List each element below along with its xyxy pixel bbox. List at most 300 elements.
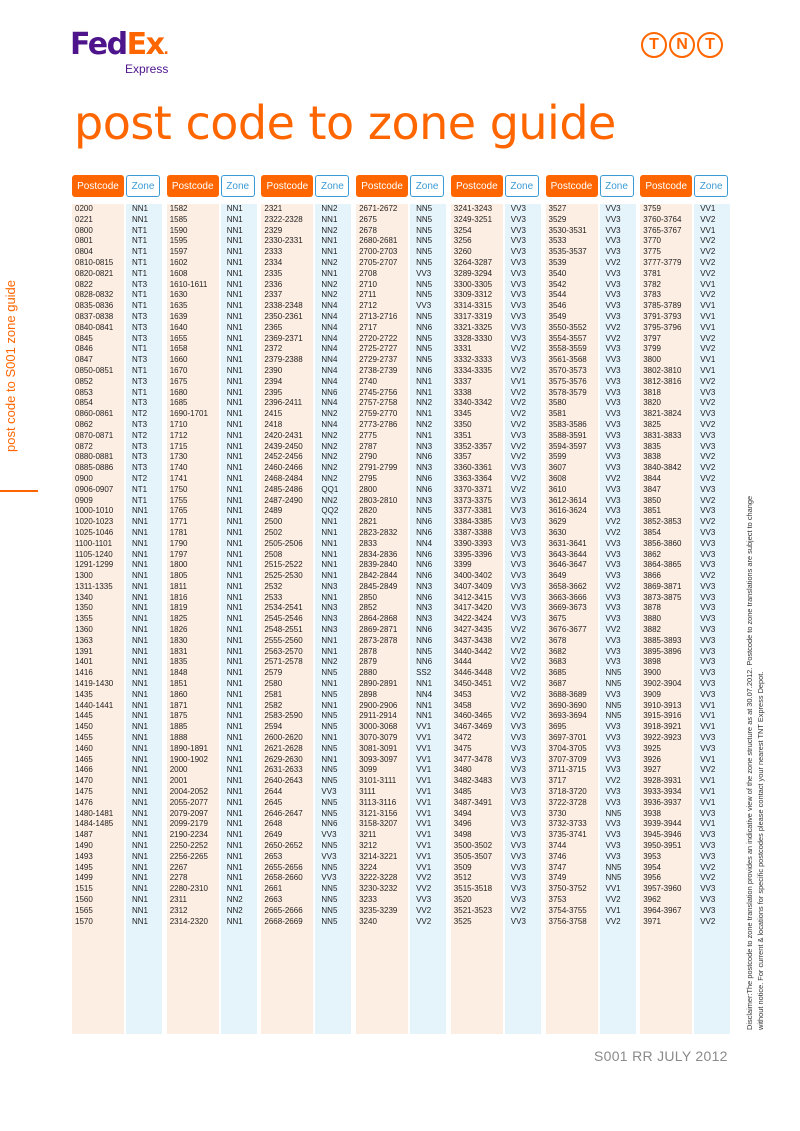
zone-cell: NN1 [226, 257, 243, 267]
table-row [72, 312, 164, 323]
postcode-cell: 2795 [359, 473, 377, 483]
postcode-cell: 3682 [548, 646, 567, 656]
postcode-cell: 2878 [359, 646, 377, 656]
zone-cell: NN4 [321, 344, 338, 354]
postcode-cell: 2487-2490 [264, 495, 303, 505]
postcode-cell: 3675 [548, 614, 567, 624]
table-row [640, 442, 732, 453]
postcode-cell: 3256 [453, 236, 472, 246]
postcode-cell: 3831-3833 [643, 430, 682, 440]
zone-cell: NT3 [132, 279, 148, 289]
postcode-cell: 3558-3559 [548, 344, 587, 354]
postcode-cell: 1900-1902 [169, 754, 208, 764]
zone-cell: VV3 [510, 873, 526, 883]
postcode-cell: 3695 [548, 722, 567, 732]
postcode-cell: 3427-3435 [453, 625, 493, 635]
postcode-cell: 2775 [359, 430, 377, 440]
postcode-cell: 1800 [169, 560, 188, 570]
postcode-cell: 2705-2707 [359, 257, 398, 267]
table-row [640, 841, 732, 852]
table-row [356, 906, 448, 917]
table-row [451, 701, 543, 712]
table-row [261, 636, 353, 647]
postcode-cell: 3211 [359, 830, 377, 840]
table-row [261, 776, 353, 787]
postcode-cell: 2337 [264, 290, 283, 300]
zone-cell: NN3 [321, 603, 338, 613]
postcode-cell: 3631-3641 [548, 538, 587, 548]
zone-cell: NT1 [132, 247, 148, 257]
table-row [261, 895, 353, 906]
table-row [640, 517, 732, 528]
zone-cell: VV3 [700, 830, 716, 840]
postcode-cell: 3588-3591 [548, 430, 587, 440]
zone-cell: NT1 [132, 344, 148, 354]
postcode-cell: 2658-2660 [264, 873, 303, 883]
postcode-cell: 3460-3465 [453, 711, 493, 721]
postcode-cell: 2740 [359, 376, 377, 386]
postcode-cell: 3895-3896 [643, 646, 682, 656]
table-row [261, 355, 353, 366]
zone-cell: NN1 [321, 268, 338, 278]
table-row [356, 496, 448, 507]
postcode-cell: 3956 [643, 873, 661, 883]
zone-cell: VV2 [510, 668, 526, 678]
table-row [546, 873, 638, 884]
table-row [451, 258, 543, 269]
zone-cell: NT2 [132, 409, 148, 419]
table-row [261, 420, 353, 431]
zone-cell: NN1 [226, 506, 243, 516]
zone-cell: NN1 [416, 409, 433, 419]
zone-cell: VV3 [605, 765, 621, 775]
table-row [261, 744, 353, 755]
table-row [640, 485, 732, 496]
postcode-cell: 3754-3755 [548, 905, 587, 915]
zone-cell: NN1 [226, 625, 243, 635]
table-row [167, 744, 259, 755]
zone-cell: NN1 [226, 247, 243, 257]
zone-cell: NT1 [132, 268, 148, 278]
zone-cell: NN1 [226, 830, 243, 840]
postcode-cell: 1640 [169, 322, 188, 332]
table-row [72, 258, 164, 269]
zone-cell: NN1 [226, 733, 243, 743]
table-row [261, 679, 353, 690]
table-row [261, 247, 353, 258]
zone-cell: VV1 [700, 301, 716, 311]
zone-cell: VV3 [510, 851, 526, 861]
zone-cell: NN4 [321, 398, 338, 408]
postcode-cell: 3351 [453, 430, 472, 440]
zone-cell: NN3 [416, 495, 433, 505]
postcode-cell: 3880 [643, 614, 661, 624]
zone-cell: VV3 [510, 797, 526, 807]
postcode-cell: 3450-3451 [453, 679, 493, 689]
table-row [546, 701, 638, 712]
zone-cell: VV3 [510, 290, 526, 300]
postcode-cell: 2394 [264, 376, 283, 386]
postcode-cell: 3610 [548, 484, 567, 494]
postcode-cell: 3350 [453, 419, 472, 429]
postcode-cell: 3735-3741 [548, 830, 587, 840]
zone-cell: NN5 [321, 808, 338, 818]
zone-cell: VV3 [510, 301, 526, 311]
table-row [356, 722, 448, 733]
table-row [451, 485, 543, 496]
postcode-cell: 2759-2770 [359, 409, 398, 419]
table-row [261, 733, 353, 744]
postcode-cell: 3260 [453, 247, 472, 257]
postcode-cell: 1391 [75, 646, 93, 656]
table-row [640, 571, 732, 582]
table-row [640, 215, 732, 226]
postcode-cell: 3583-3586 [548, 419, 587, 429]
zone-cell: NN1 [132, 776, 149, 786]
postcode-cell: 3549 [548, 311, 567, 321]
zone-cell: VV2 [700, 463, 716, 473]
postcode-cell: 3487-3491 [453, 797, 493, 807]
zone-cell: NN1 [132, 549, 149, 559]
zone-cell: VV3 [605, 797, 621, 807]
postcode-cell: 3444 [453, 657, 472, 667]
table-row [546, 722, 638, 733]
table-row [356, 550, 448, 561]
postcode-cell: 3783 [643, 290, 661, 300]
postcode-cell: 1755 [169, 495, 188, 505]
postcode-cell: 3494 [453, 808, 472, 818]
postcode-cell: 3113-3116 [359, 797, 397, 807]
table-row [640, 539, 732, 550]
table-row [451, 355, 543, 366]
table-row [167, 204, 259, 215]
table-row [72, 830, 164, 841]
postcode-cell: 3561-3568 [548, 355, 587, 365]
zone-cell: NN4 [321, 301, 338, 311]
zone-cell: VV1 [510, 376, 526, 386]
zone-cell: VV3 [700, 560, 716, 570]
postcode-cell: 3422-3424 [453, 614, 493, 624]
table-row [261, 280, 353, 291]
zone-cell: NN5 [416, 311, 433, 321]
postcode-cell: 1790 [169, 538, 188, 548]
table-row [546, 280, 638, 291]
zone-cell: VV1 [700, 322, 716, 332]
zone-cell: NN1 [226, 841, 243, 851]
table-row [451, 463, 543, 474]
table-row [451, 668, 543, 679]
table-row [72, 884, 164, 895]
postcode-cell: 2653 [264, 851, 283, 861]
zone-header: Zone [694, 175, 728, 197]
table-row [451, 301, 543, 312]
postcode-cell: 1871 [169, 700, 188, 710]
table-row [546, 539, 638, 550]
postcode-cell: 3222-3228 [359, 873, 398, 883]
table-row [261, 377, 353, 388]
table-row [72, 366, 164, 377]
table-row [261, 917, 353, 928]
zone-cell: NN1 [226, 765, 243, 775]
zone-cell: VV2 [605, 322, 621, 332]
zone-cell: VV3 [605, 560, 621, 570]
table-row [546, 258, 638, 269]
table-row [356, 830, 448, 841]
table-row [356, 852, 448, 863]
table-row [167, 550, 259, 561]
postcode-cell: 3795-3796 [643, 322, 682, 332]
zone-cell: NN1 [226, 473, 243, 483]
postcode-cell: 1475 [75, 787, 93, 797]
table-row [546, 733, 638, 744]
table-row [640, 550, 732, 561]
zone-cell: VV3 [700, 581, 716, 591]
postcode-cell: 3746 [548, 851, 567, 861]
postcode-cell: 2460-2466 [264, 463, 303, 473]
postcode-cell: 1560 [75, 895, 93, 904]
postcode-cell: 3612-3614 [548, 495, 587, 505]
table-row [261, 722, 353, 733]
table-row [261, 593, 353, 604]
zone-cell: NN1 [321, 549, 338, 559]
table-row [167, 485, 259, 496]
zone-cell: VV3 [605, 743, 621, 753]
table-row [546, 679, 638, 690]
zone-cell: NN5 [416, 257, 433, 267]
postcode-cell: 3498 [453, 830, 472, 840]
postcode-cell: 1291-1299 [75, 560, 114, 570]
table-row [167, 236, 259, 247]
postcode-cell: 2700-2703 [359, 247, 398, 257]
postcode-cell: 3954 [643, 862, 661, 872]
postcode-cell: 3770 [643, 236, 661, 246]
table-row [640, 636, 732, 647]
postcode-cell: 2629-2630 [264, 754, 303, 764]
table-row [261, 452, 353, 463]
zone-cell: NT1 [132, 301, 148, 311]
postcode-cell: 3081-3091 [359, 743, 398, 753]
postcode-cell: 3521-3523 [453, 905, 493, 915]
table-row [167, 884, 259, 895]
postcode-cell: 3847 [643, 484, 661, 494]
postcode-cell: 3812-3816 [643, 376, 682, 386]
postcode-cell: 3111 [359, 787, 376, 797]
table-row [167, 852, 259, 863]
postcode-cell: 3711-3715 [548, 765, 587, 775]
table-row [261, 528, 353, 539]
postcode-cell: 2534-2541 [264, 603, 303, 613]
postcode-cell: 2717 [359, 322, 377, 332]
postcode-cell: 3707-3709 [548, 754, 587, 764]
postcode-cell: 2583-2590 [264, 711, 303, 721]
zone-cell: VV3 [605, 851, 621, 861]
table-row [546, 463, 638, 474]
postcode-cell: 2710 [359, 279, 377, 289]
zone-cell: VV2 [605, 776, 621, 786]
zone-cell: NN2 [226, 895, 243, 904]
postcode-cell: 3121-3156 [359, 808, 398, 818]
zone-cell: VV3 [605, 538, 621, 548]
postcode-cell: 2631-2633 [264, 765, 303, 775]
postcode-cell: 1435 [75, 689, 93, 699]
zone-cell: VV3 [605, 355, 621, 365]
zone-cell: VV2 [510, 625, 526, 635]
table-row [261, 690, 353, 701]
zone-cell: NN1 [226, 214, 243, 224]
postcode-cell: 2338-2348 [264, 301, 303, 311]
table-row [451, 560, 543, 571]
postcode-cell: 3599 [548, 452, 567, 462]
table-row [356, 506, 448, 517]
table-row [640, 863, 732, 874]
table-row [356, 528, 448, 539]
postcode-cell: 2834-2836 [359, 549, 398, 559]
zone-cell: NN1 [226, 679, 243, 689]
table-row [546, 776, 638, 787]
table-row [546, 625, 638, 636]
postcode-cell: 3759 [643, 204, 661, 213]
table-row [451, 765, 543, 776]
zone-cell: VV2 [700, 257, 716, 267]
zone-cell: NT3 [132, 322, 148, 332]
zone-cell: NN1 [321, 635, 338, 645]
zone-cell: NN1 [226, 333, 243, 343]
zone-cell: NT3 [132, 419, 148, 429]
postcode-cell: 1860 [169, 689, 188, 699]
postcode-cell: 2329 [264, 225, 283, 235]
table-row [261, 625, 353, 636]
table-row [451, 431, 543, 442]
zone-header: Zone [315, 175, 349, 197]
zone-cell: VV2 [700, 862, 716, 872]
table-row [640, 603, 732, 614]
table-row [72, 571, 164, 582]
zone-cell: VV2 [510, 409, 526, 419]
zone-cell: NN1 [226, 527, 243, 537]
zone-cell: NN1 [132, 614, 149, 624]
zone-cell: NN1 [321, 538, 338, 548]
zone-cell: VV3 [605, 603, 621, 613]
postcode-cell: 3440-3442 [453, 646, 493, 656]
zone-cell: NN2 [321, 409, 338, 419]
zone-cell: VV3 [510, 322, 526, 332]
postcode-cell: 2390 [264, 365, 283, 375]
zone-cell: VV3 [321, 830, 337, 840]
table-row [261, 701, 353, 712]
zone-rows [72, 204, 164, 927]
zone-cell: NN5 [416, 225, 433, 235]
postcode-cell: 2555-2560 [264, 635, 303, 645]
postcode-cell: 3818 [643, 387, 661, 397]
zone-cell: NN1 [132, 916, 149, 926]
postcode-cell: 1831 [169, 646, 188, 656]
zone-cell: VV3 [510, 527, 526, 537]
postcode-cell: 1350 [75, 603, 93, 613]
table-row [167, 506, 259, 517]
postcode-cell: 1608 [169, 268, 188, 278]
zone-cell: NN5 [321, 689, 338, 699]
zone-cell: NT2 [132, 430, 148, 440]
postcode-cell: 2312 [169, 905, 188, 915]
postcode-header: Postcode [167, 175, 219, 197]
table-row [640, 819, 732, 830]
table-row [451, 442, 543, 453]
table-row [167, 226, 259, 237]
postcode-cell: 3570-3573 [548, 365, 587, 375]
table-row [356, 409, 448, 420]
postcode-cell: 2661 [264, 884, 283, 894]
table-row [72, 560, 164, 571]
zone-cell: NN1 [132, 733, 149, 743]
zone-cell: NN1 [132, 722, 149, 732]
table-row [640, 582, 732, 593]
table-row [640, 366, 732, 377]
table-row [356, 809, 448, 820]
zone-cell: VV2 [510, 657, 526, 667]
table-row [546, 496, 638, 507]
zone-cell: NN5 [416, 236, 433, 246]
zone-cell: NN2 [321, 473, 338, 483]
table-row [640, 388, 732, 399]
table-row [167, 841, 259, 852]
table-row [451, 593, 543, 604]
table-row [261, 398, 353, 409]
zone-cell: VV3 [700, 506, 716, 516]
zone-cell: NN1 [132, 679, 149, 689]
zone-cell: VV3 [700, 635, 716, 645]
table-row [356, 690, 448, 701]
table-row [261, 323, 353, 334]
zone-cell: NN2 [321, 257, 338, 267]
zone-cell: NN2 [321, 279, 338, 289]
postcode-cell: 1419-1430 [75, 679, 114, 689]
zone-cell: VV1 [416, 754, 432, 764]
zone-cell: NN1 [226, 376, 243, 386]
table-row [640, 776, 732, 787]
table-row [356, 884, 448, 895]
table-row [640, 420, 732, 431]
postcode-cell: 3395-3396 [453, 549, 493, 559]
zone-cell: VV3 [416, 895, 432, 904]
zone-cell: VV3 [605, 657, 621, 667]
table-row [261, 290, 353, 301]
zone-cell: VV3 [416, 268, 432, 278]
postcode-cell: 3688-3689 [548, 689, 587, 699]
zone-cell: VV2 [700, 873, 716, 883]
postcode-cell: 2420-2431 [264, 430, 303, 440]
table-row [451, 506, 543, 517]
table-row [640, 560, 732, 571]
postcode-cell: 3753 [548, 895, 567, 904]
zone-cell: VV3 [700, 625, 716, 635]
postcode-cell: 2055-2077 [169, 797, 208, 807]
zone-cell: VV3 [510, 463, 526, 473]
postcode-cell: 2280-2310 [169, 884, 208, 894]
postcode-cell: 2600-2620 [264, 733, 303, 743]
table-row [640, 657, 732, 668]
table-row [640, 431, 732, 442]
postcode-cell: 1848 [169, 668, 188, 678]
postcode-cell: 3475 [453, 743, 472, 753]
table-row [261, 550, 353, 561]
zone-cell: NN5 [321, 862, 338, 872]
postcode-cell: 3540 [548, 268, 567, 278]
zone-cell: NT1 [132, 257, 148, 267]
zone-cell: NN5 [605, 862, 622, 872]
postcode-cell: 1715 [169, 441, 188, 451]
table-row [451, 679, 543, 690]
zone-cell: NN5 [321, 722, 338, 732]
